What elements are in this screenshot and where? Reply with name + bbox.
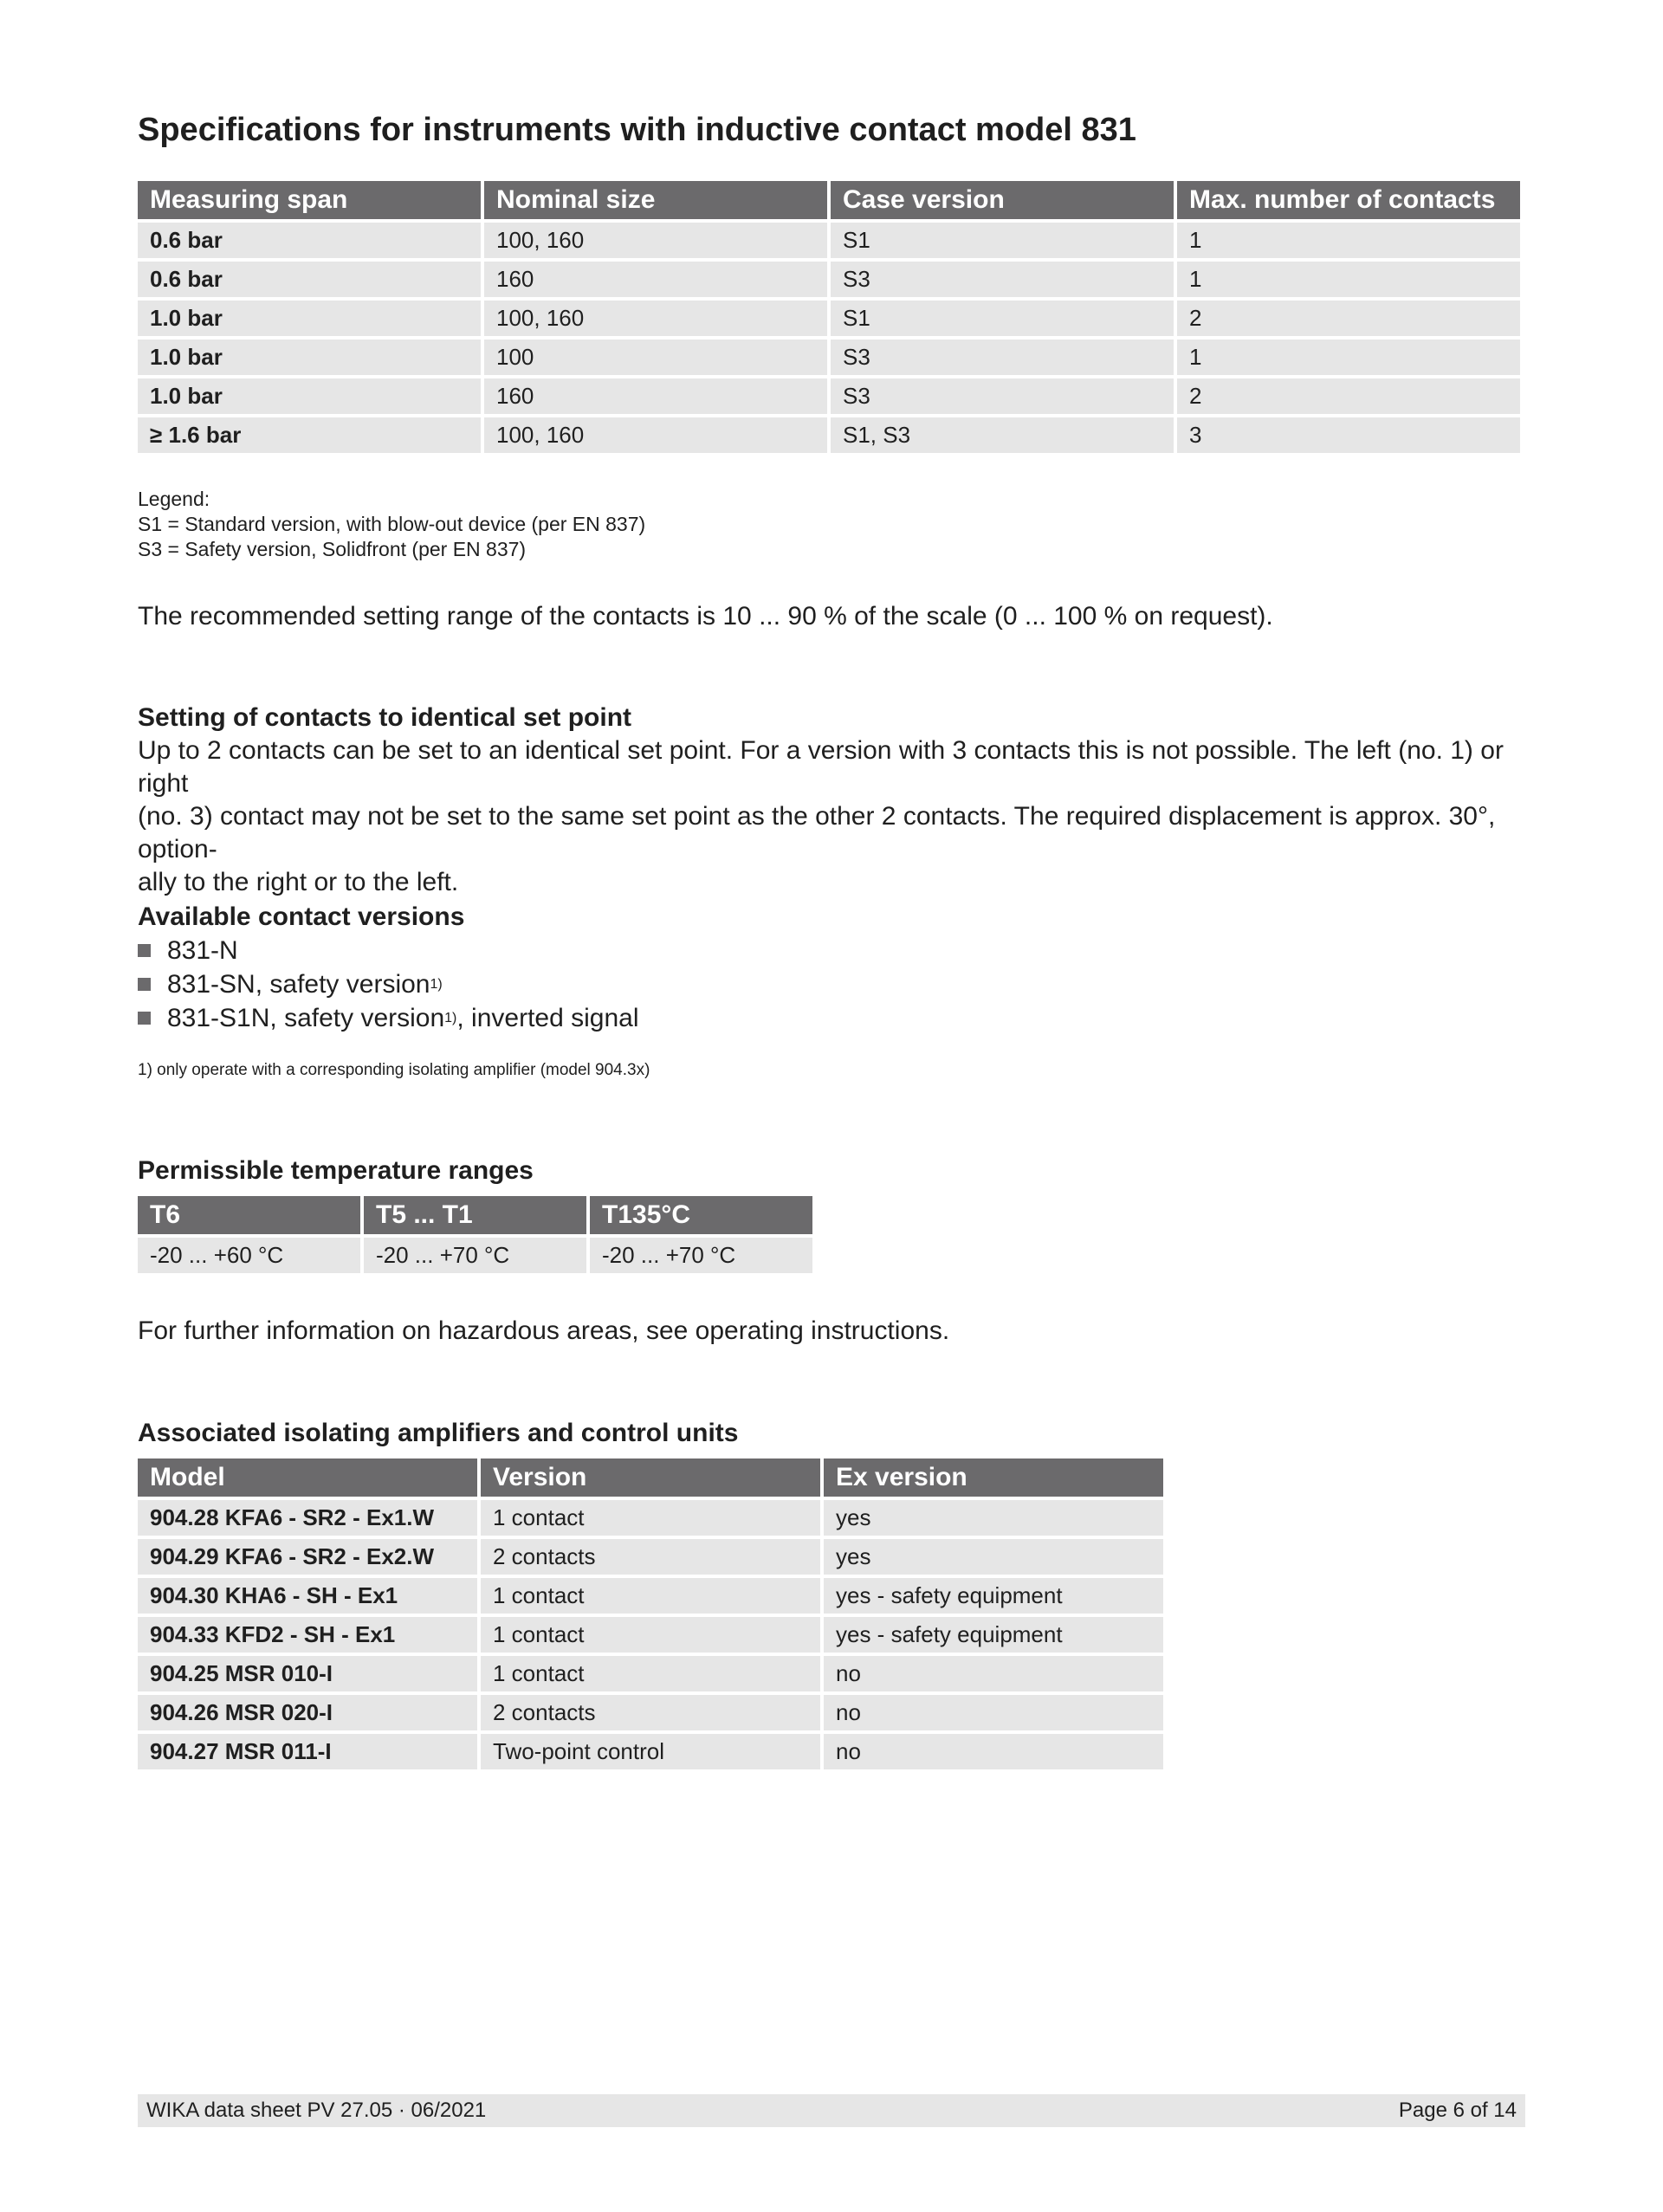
model-cell: 904.26 MSR 020-I bbox=[138, 1695, 477, 1730]
column-header: Version bbox=[481, 1458, 820, 1497]
table-row bbox=[138, 1500, 1163, 1536]
version-cell: 2 contacts bbox=[481, 1695, 820, 1730]
amplifiers-section bbox=[138, 1417, 1167, 1773]
column-header: Model bbox=[138, 1458, 477, 1497]
measuring-span-cell: 0.6 bar bbox=[138, 223, 481, 258]
page-title: Specifications for instruments with inductive contact model 831 bbox=[138, 112, 1136, 148]
max-contacts-cell: 2 bbox=[1177, 301, 1520, 336]
model-cell: 904.33 KFD2 - SH - Ex1 bbox=[138, 1617, 477, 1653]
column-header: T135°C bbox=[590, 1196, 812, 1234]
measuring-span-cell: 1.0 bar bbox=[138, 301, 481, 336]
table-row bbox=[138, 223, 1520, 258]
model-cell: 904.28 KFA6 - SR2 - Ex1.W bbox=[138, 1500, 477, 1536]
column-header: Ex version bbox=[824, 1458, 1163, 1497]
nominal-size-cell: 100 bbox=[484, 340, 827, 375]
case-version-cell: S3 bbox=[831, 340, 1174, 375]
column-header: T6 bbox=[138, 1196, 360, 1234]
measuring-span-cell: 1.0 bar bbox=[138, 340, 481, 375]
nominal-size-cell: 160 bbox=[484, 262, 827, 297]
table-header-row bbox=[138, 181, 1520, 219]
table-row bbox=[138, 301, 1520, 336]
version-cell: 1 contact bbox=[481, 1617, 820, 1653]
version-cell: Two-point control bbox=[481, 1734, 820, 1769]
recommended-range-text: The recommended setting range of the contacts is 10 ... 90 % of the scale (0 ... 100 % on request). bbox=[138, 602, 1273, 631]
hazardous-areas-text: For further information on hazardous areas, see operating instructions. bbox=[138, 1316, 950, 1345]
table-row bbox=[138, 1656, 1163, 1691]
version-cell: 1 contact bbox=[481, 1578, 820, 1614]
nominal-size-cell: 100, 160 bbox=[484, 301, 827, 336]
table-row bbox=[138, 378, 1520, 414]
square-bullet-icon bbox=[138, 978, 151, 991]
case-version-cell: S3 bbox=[831, 262, 1174, 297]
table-row bbox=[138, 1734, 1163, 1769]
ex-version-cell: no bbox=[824, 1734, 1163, 1769]
table-row bbox=[138, 1695, 1163, 1730]
column-header: Nominal size bbox=[484, 181, 827, 219]
ex-version-cell: yes bbox=[824, 1500, 1163, 1536]
nominal-size-cell: 100, 160 bbox=[484, 417, 827, 453]
legend bbox=[138, 487, 645, 562]
page-number: Page 6 of 14 bbox=[1398, 2099, 1517, 2122]
setting-line: ally to the right or to the left. bbox=[138, 868, 459, 896]
measuring-span-cell: 1.0 bar bbox=[138, 378, 481, 414]
case-version-cell: S1 bbox=[831, 223, 1174, 258]
case-version-cell: S1 bbox=[831, 301, 1174, 336]
max-contacts-cell: 1 bbox=[1177, 262, 1520, 297]
table-header-row bbox=[138, 1196, 812, 1234]
temperature-cell: -20 ... +60 °C bbox=[138, 1238, 360, 1273]
ex-version-cell: yes - safety equipment bbox=[824, 1617, 1163, 1653]
legend-line: S3 = Safety version, Solidfront (per EN 837) bbox=[138, 538, 527, 560]
version-label: 831-SN, safety version bbox=[167, 970, 430, 999]
max-contacts-cell: 2 bbox=[1177, 378, 1520, 414]
column-header: Case version bbox=[831, 181, 1174, 219]
datasheet-reference: WIKA data sheet PV 27.05 · 06/2021 bbox=[146, 2099, 487, 2122]
legend-title: Legend: bbox=[138, 488, 210, 510]
section-heading: Permissible temperature ranges bbox=[138, 1156, 534, 1185]
case-version-cell: S1, S3 bbox=[831, 417, 1174, 453]
ex-version-cell: yes bbox=[824, 1539, 1163, 1575]
table-row bbox=[138, 417, 1520, 453]
case-version-cell: S3 bbox=[831, 378, 1174, 414]
setting-section bbox=[138, 702, 1525, 899]
temperature-cell: -20 ... +70 °C bbox=[590, 1238, 812, 1273]
temperature-cell: -20 ... +70 °C bbox=[364, 1238, 586, 1273]
measuring-span-cell: 0.6 bar bbox=[138, 262, 481, 297]
model-cell: 904.25 MSR 010-I bbox=[138, 1656, 477, 1691]
table-header-row bbox=[138, 1458, 1163, 1497]
setting-line: (no. 3) contact may not be set to the same set point as the other 2 contacts. The required displacement is approx. 30°, option- bbox=[138, 802, 1496, 863]
nominal-size-cell: 100, 160 bbox=[484, 223, 827, 258]
legend-line: S1 = Standard version, with blow-out device (per EN 837) bbox=[138, 513, 646, 535]
setting-line: Up to 2 contacts can be set to an identical set point. For a version with 3 contacts this is not possible. The left (no. 1) or right bbox=[138, 736, 1504, 798]
ex-version-cell: no bbox=[824, 1695, 1163, 1730]
column-header: T5 ... T1 bbox=[364, 1196, 586, 1234]
table-row bbox=[138, 1578, 1163, 1614]
ex-version-cell: yes - safety equipment bbox=[824, 1578, 1163, 1614]
nominal-size-cell: 160 bbox=[484, 378, 827, 414]
temperature-table bbox=[134, 1193, 816, 1277]
contact-spec-table bbox=[134, 178, 1524, 456]
contact-versions-section bbox=[138, 901, 639, 1035]
footnote: 1) only operate with a corresponding isolating amplifier (model 904.3x) bbox=[138, 1061, 650, 1079]
version-label: 831-N bbox=[167, 936, 238, 965]
section-heading: Setting of contacts to identical set point bbox=[138, 703, 632, 732]
max-contacts-cell: 3 bbox=[1177, 417, 1520, 453]
table-row bbox=[138, 1539, 1163, 1575]
square-bullet-icon bbox=[138, 944, 151, 957]
model-cell: 904.29 KFA6 - SR2 - Ex2.W bbox=[138, 1539, 477, 1575]
ex-version-cell: no bbox=[824, 1656, 1163, 1691]
max-contacts-cell: 1 bbox=[1177, 340, 1520, 375]
table-row bbox=[138, 340, 1520, 375]
list-item: 831-SN, safety version 1) bbox=[138, 967, 639, 1001]
table-row bbox=[138, 262, 1520, 297]
version-label: 831-S1N, safety version bbox=[167, 1004, 445, 1032]
table-row bbox=[138, 1238, 812, 1273]
table-row bbox=[138, 1617, 1163, 1653]
column-header: Max. number of contacts bbox=[1177, 181, 1520, 219]
model-cell: 904.30 KHA6 - SH - Ex1 bbox=[138, 1578, 477, 1614]
version-cell: 1 contact bbox=[481, 1500, 820, 1536]
square-bullet-icon bbox=[138, 1012, 151, 1025]
model-cell: 904.27 MSR 011-I bbox=[138, 1734, 477, 1769]
max-contacts-cell: 1 bbox=[1177, 223, 1520, 258]
column-header: Measuring span bbox=[138, 181, 481, 219]
version-cell: 1 contact bbox=[481, 1656, 820, 1691]
section-heading: Available contact versions bbox=[138, 902, 465, 931]
version-cell: 2 contacts bbox=[481, 1539, 820, 1575]
list-item bbox=[138, 934, 639, 967]
section-heading: Associated isolating amplifiers and control units bbox=[138, 1419, 739, 1447]
version-suffix: , inverted signal bbox=[456, 1004, 639, 1032]
amplifiers-table bbox=[134, 1455, 1167, 1773]
measuring-span-cell: ≥ 1.6 bar bbox=[138, 417, 481, 453]
page-footer bbox=[138, 2094, 1525, 2127]
temperature-section bbox=[138, 1155, 816, 1277]
list-item: 831-S1N, safety version 1) , inverted signal bbox=[138, 1001, 639, 1035]
